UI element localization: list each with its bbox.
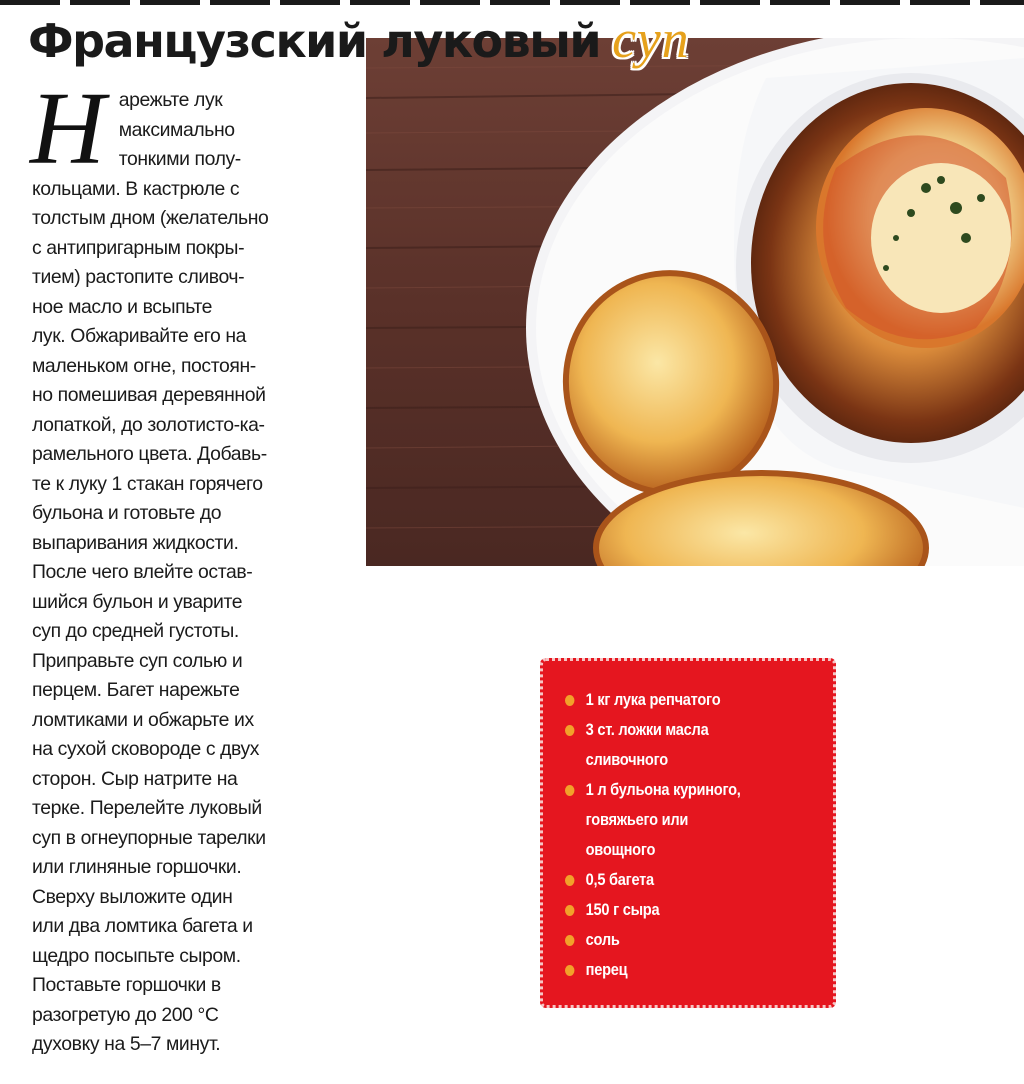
article-line: разогретую до 200 °С — [32, 1003, 219, 1026]
article-line: тонкими полу- — [118, 148, 241, 170]
article-line: те к луку 1 стакан горячего — [32, 472, 263, 495]
ingredient-text: 150 г сыра — [585, 900, 660, 919]
article-line: максимально — [118, 118, 235, 141]
article-line: арежьте лук — [118, 89, 223, 111]
bullet-dot-icon — [565, 935, 574, 946]
ingredient-item — [565, 685, 783, 715]
bullet-dot-icon — [565, 695, 574, 706]
ingredient-item — [565, 865, 783, 895]
ingredient-item — [565, 925, 783, 955]
article-line: шийся бульон и уварите — [32, 590, 243, 613]
ingredient-item — [565, 895, 783, 925]
article-line: Сверху выложите один — [32, 885, 233, 908]
drop-cap: Н — [30, 71, 105, 186]
article-line: Поставьте горшочки в — [32, 974, 221, 996]
title-accent: суп — [612, 9, 690, 69]
ingredient-text: 3 ст. ложки масла — [585, 720, 709, 739]
ingredient-text: перец — [585, 960, 628, 979]
soup-photo — [366, 38, 1024, 566]
ingredient-text-cont: говяжьего или — [585, 810, 689, 829]
article-line: выпаривания жидкости. — [32, 531, 239, 554]
bullet-dot-icon — [565, 785, 574, 796]
article-line: После чего влейте остав- — [32, 561, 253, 583]
article-line: на сухой сковороде с двух — [32, 738, 260, 760]
ingredient-text: 1 л бульона куриного, — [585, 780, 741, 799]
article-line: терке. Перелейте луковый — [32, 797, 262, 819]
article-line: сторон. Сыр натрите на — [32, 767, 238, 790]
article-line: духовку на 5–7 минут. — [32, 1033, 221, 1055]
ingredient-item — [565, 955, 783, 985]
article-line: бульона и готовьте до — [32, 502, 222, 524]
article-line: лук. Обжаривайте его на — [32, 325, 247, 347]
article-line: перцем. Багет нарежьте — [32, 679, 240, 701]
article-line: но помешивая деревянной — [32, 384, 266, 406]
ingredient-text-cont: овощного — [585, 840, 656, 859]
ingredient-text-cont: сливочного — [585, 750, 668, 769]
article-line: щедро посыпьте сыром. — [32, 944, 241, 967]
article-line: тием) растопите сливоч- — [32, 266, 245, 288]
page-title — [28, 8, 690, 72]
article-body — [30, 71, 342, 1060]
article-line: ное масло и всыпьте — [32, 295, 213, 318]
article-line: маленьком огне, постоян- — [32, 354, 256, 377]
ingredients-card — [540, 658, 836, 1008]
article-line: или два ломтика багета и — [32, 915, 253, 937]
article-line: толстым дном (желательно — [32, 207, 269, 229]
ingredients-list — [543, 661, 833, 985]
article-line: суп до средней густоты. — [32, 620, 239, 642]
article-line: рамельного цвета. Добавь- — [32, 443, 267, 465]
article-line: кольцами. В кастрюле с — [32, 177, 240, 200]
article-line: с антипригарным покры- — [32, 236, 245, 259]
article-line: Приправьте суп солью и — [32, 649, 243, 672]
ingredient-text: 1 кг лука репчатого — [585, 690, 721, 709]
title-main: Французский луковый — [28, 14, 601, 68]
top-decor-bar — [0, 0, 1024, 5]
bullet-dot-icon — [565, 965, 574, 976]
ingredient-item — [565, 775, 783, 865]
article-line: или глиняные горшочки. — [32, 856, 242, 878]
ingredient-text: соль — [585, 930, 620, 949]
bullet-dot-icon — [565, 875, 574, 886]
ingredient-text: 0,5 багета — [585, 870, 654, 889]
ingredient-item — [565, 715, 783, 775]
article-line: ломтиками и обжарьте их — [32, 708, 254, 731]
bullet-dot-icon — [565, 905, 574, 916]
article-line: суп в огнеупорные тарелки — [32, 826, 266, 849]
article-line: лопаткой, до золотисто-ка- — [32, 413, 265, 436]
bullet-dot-icon — [565, 725, 574, 736]
